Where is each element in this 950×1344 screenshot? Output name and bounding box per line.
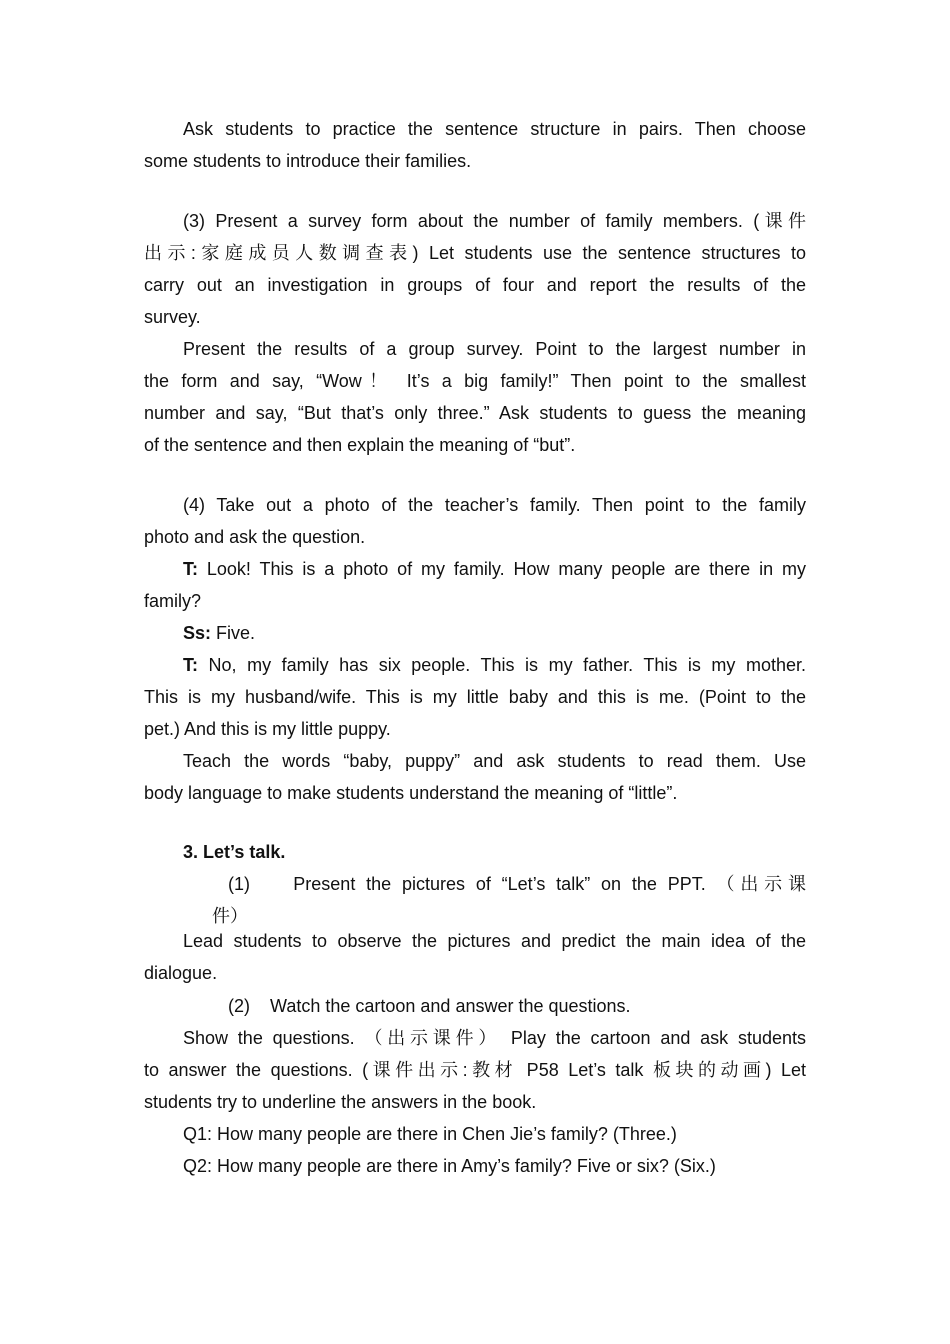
paragraph [144,617,806,649]
line-text: 出示:家庭成员人数调查表) Let students use the sentence structures to [144,243,806,263]
text-line [144,269,806,301]
line-text: (4) Take out a photo of the teacher’s family. Then point to the family [183,495,806,515]
text-line [144,990,806,1022]
text-line [144,1150,806,1182]
line-text: of the sentence and then explain the meaning of “but”. [144,435,576,455]
text-line [144,553,806,585]
paragraph [144,1022,806,1118]
speaker-label: T: [183,559,198,579]
paragraph [144,489,806,553]
line-text: Q1: How many people are there in Chen Jie’s family? (Three.) [183,1124,677,1144]
text-line [144,521,806,553]
paragraph [144,113,806,177]
text-line [144,745,806,777]
paragraph [144,745,806,809]
line-text: students try to underline the answers in the book. [144,1092,537,1112]
line-text: body language to make students understand the meaning of “little”. [144,783,678,803]
line-text: Five. [211,623,256,643]
line-text: Present the results of a group survey. Point to the largest number in [183,339,806,359]
line-text: the form and say, “Wow！ It’s a big family!” Then point to the smallest [144,371,806,391]
text-line [144,777,806,809]
line-text: Teach the words “baby, puppy” and ask students to read them. Use [183,751,806,771]
line-text: pet.) And this is my little puppy. [144,719,391,739]
line-text: Look! This is a photo of my family. How many people are there in my [198,559,806,579]
text-line [144,145,806,177]
line-text: (2) Watch the cartoon and answer the questions. [228,996,631,1016]
line-text: survey. [144,307,201,327]
line-text: carry out an investigation in groups of four and report the results of the [144,275,806,295]
text-line [144,397,806,429]
line-text: Lead students to observe the pictures and predict the main idea of the [183,931,806,951]
line-text: photo and ask the question. [144,527,366,547]
paragraph [144,990,806,1022]
text-line [144,1054,806,1086]
text-line [212,868,806,900]
paragraph [144,553,806,617]
text-line [144,836,806,868]
text-line [144,925,806,957]
text-line [144,585,806,617]
line-text: to answer the questions. (课件出示:教材 P58 Let’s talk 板块的动画) Let [144,1060,806,1080]
text-line [144,205,806,237]
text-line [144,681,806,713]
line-text: family? [144,591,202,611]
line-text: 3. Let’s talk. [183,842,286,862]
line-text: (3) Present a survey form about the number of family members. (课件 [183,211,806,231]
text-line [144,489,806,521]
text-line [144,113,806,145]
paragraph [144,925,806,989]
line-text: Show the questions. （出示课件） Play the cartoon and ask students [183,1028,806,1048]
text-line [144,957,806,989]
text-line [144,237,806,269]
text-line [144,1022,806,1054]
text-line [144,649,806,681]
paragraph [212,868,806,932]
line-text: No, my family has six people. This is my father. This is my mother. [198,655,806,675]
paragraph [144,649,806,745]
paragraph [144,205,806,333]
text-line [144,713,806,745]
paragraph [144,836,806,868]
paragraph [144,333,806,461]
line-text: number and say, “But that’s only three.” Ask students to guess the meaning [144,403,806,423]
text-line [144,429,806,461]
speaker-label: Ss: [183,623,212,643]
text-line [144,1086,806,1118]
line-text: Q2: How many people are there in Amy’s family? Five or six? (Six.) [183,1156,716,1176]
line-text: some students to introduce their families. [144,151,472,171]
line-text: (1) Present the pictures of “Let’s talk” on the PPT. （出示课 [228,874,806,894]
paragraph [144,1150,806,1182]
paragraph [144,1118,806,1150]
text-line [144,301,806,333]
text-line [144,333,806,365]
line-text: dialogue. [144,963,218,983]
line-text: Ask students to practice the sentence structure in pairs. Then choose [183,119,806,139]
text-line [144,365,806,397]
text-line [144,1118,806,1150]
line-text: This is my husband/wife. This is my little baby and this is me. (Point to the [144,687,806,707]
text-line [144,617,806,649]
line-text: 件） [212,906,248,926]
speaker-label: T: [183,655,198,675]
